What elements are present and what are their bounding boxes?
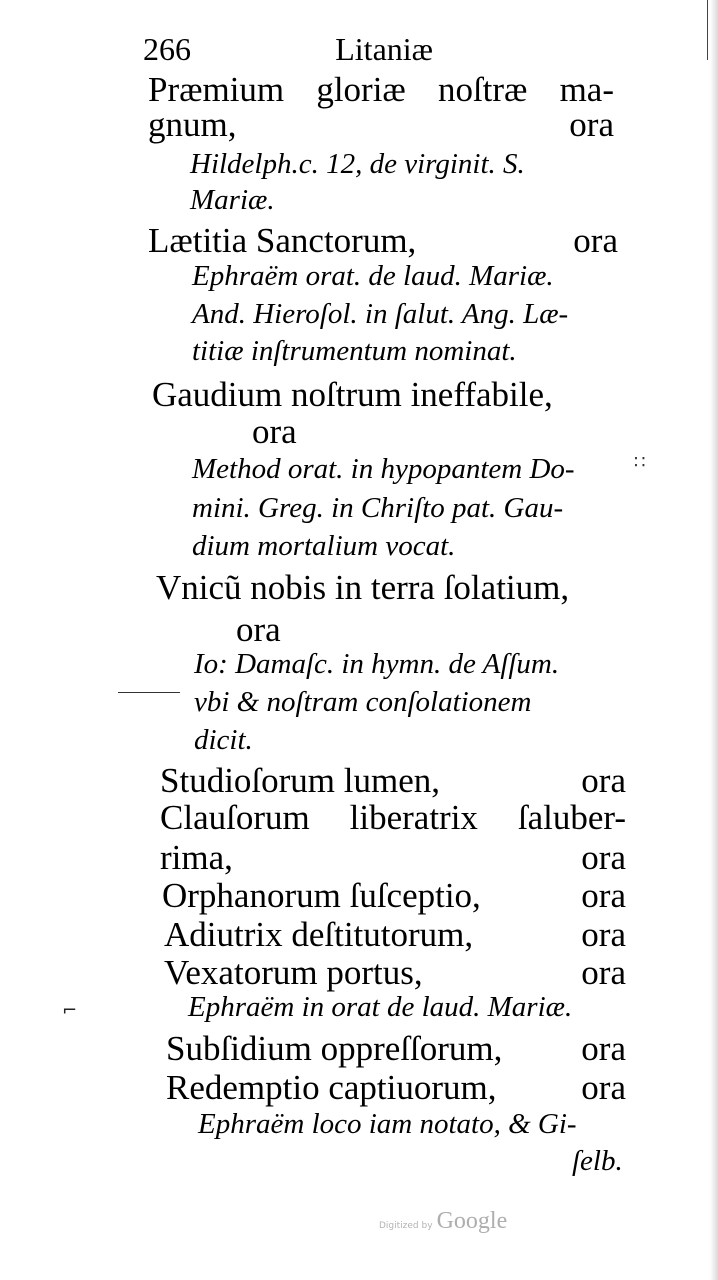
litany-response: ora bbox=[569, 105, 614, 144]
citation-text: dicit. bbox=[194, 724, 253, 756]
litany-response: ora bbox=[236, 610, 281, 649]
citation-line bbox=[192, 337, 517, 366]
citation-line bbox=[192, 455, 575, 484]
litany-line bbox=[166, 1031, 626, 1066]
litany-text: Lætitia Sanctorum, bbox=[148, 221, 417, 260]
litany-line bbox=[156, 570, 569, 605]
litany-line bbox=[160, 763, 626, 798]
citation-text: ſelb. bbox=[572, 1145, 623, 1177]
litany-response: ora bbox=[581, 761, 626, 800]
litany-text: rima, bbox=[160, 838, 233, 877]
litany-text: Clauſorum liberatrix ſaluber- bbox=[160, 798, 626, 837]
litany-text: Subſidium oppreſſorum, bbox=[166, 1029, 503, 1068]
citation-line bbox=[194, 688, 532, 717]
citation-text: titiæ inſtrumentum nominat. bbox=[192, 335, 517, 367]
litany-response-line bbox=[236, 612, 281, 647]
litany-line bbox=[160, 800, 626, 835]
litany-response: ora bbox=[581, 876, 626, 915]
citation-text: And. Hieroſol. in ſalut. Ang. Læ- bbox=[192, 298, 569, 330]
page-edge-line bbox=[707, 0, 708, 60]
citation-line bbox=[194, 650, 559, 679]
citation-text: Io: Damaſc. in hymn. de Aſſum. bbox=[194, 648, 560, 680]
scan-artifact-mark: ⌐ bbox=[62, 1000, 78, 1021]
citation-line bbox=[572, 1147, 623, 1176]
litany-line bbox=[148, 223, 618, 258]
citation-text: dium mortalium vocat. bbox=[192, 530, 456, 562]
litany-text: Orphanorum ſuſceptio, bbox=[162, 876, 481, 915]
litany-response: ora bbox=[581, 1029, 626, 1068]
citation-line bbox=[192, 532, 455, 561]
citation-text: Ephraëm loco iam notato, & Gi- bbox=[198, 1108, 577, 1140]
citation-line bbox=[198, 1110, 577, 1139]
citation-line bbox=[190, 186, 275, 215]
running-header bbox=[143, 33, 433, 65]
litany-response: ora bbox=[573, 221, 618, 260]
litany-text: Adiutrix deſtitutorum, bbox=[164, 915, 474, 954]
citation-line bbox=[192, 300, 568, 329]
litany-response: ora bbox=[252, 412, 297, 451]
litany-response: ora bbox=[581, 953, 626, 992]
litany-line bbox=[160, 840, 626, 875]
litany-response: ora bbox=[581, 1068, 626, 1107]
litany-line bbox=[148, 107, 614, 142]
citation-line bbox=[188, 993, 572, 1022]
page-number: 266 bbox=[143, 31, 191, 67]
citation-line bbox=[190, 150, 525, 179]
litany-line bbox=[152, 377, 553, 412]
page-edge-shadow bbox=[710, 0, 718, 1280]
litany-line bbox=[164, 955, 626, 990]
litany-text: Vexatorum portus, bbox=[164, 953, 423, 992]
citation-text: vbi & noſtram conſolationem bbox=[194, 686, 532, 718]
citation-text: Method orat. in hypopantem Do- bbox=[192, 453, 575, 485]
litany-response: ora bbox=[581, 838, 626, 877]
citation-line bbox=[194, 726, 253, 755]
running-title: Litaniæ bbox=[335, 31, 433, 67]
citation-line bbox=[192, 262, 554, 291]
litany-line bbox=[162, 878, 626, 913]
citation-text: Hildelph.c. 12, de virginit. S. bbox=[190, 148, 525, 180]
litany-line bbox=[166, 1070, 626, 1105]
citation-text: Ephraëm orat. de laud. Mariæ. bbox=[192, 260, 554, 292]
citation-line bbox=[192, 494, 563, 523]
scan-artifact-dots: ∷ bbox=[634, 452, 646, 473]
litany-response-line bbox=[252, 414, 297, 449]
litany-text: Studioſorum lumen, bbox=[160, 761, 440, 800]
litany-response: ora bbox=[581, 915, 626, 954]
litany-line bbox=[164, 917, 626, 952]
litany-text: Redemptio captiuorum, bbox=[166, 1068, 497, 1107]
litany-text: Vnicũ nobis in terra ſolatium, bbox=[156, 568, 570, 607]
litany-text: Præmium gloriæ noſtræ ma- bbox=[148, 70, 614, 109]
digitized-watermark bbox=[379, 1208, 507, 1235]
citation-text: Ephraëm in orat de laud. Mariæ. bbox=[188, 991, 573, 1023]
litany-line bbox=[148, 72, 614, 107]
citation-text: mini. Greg. in Chriſto pat. Gau- bbox=[192, 492, 564, 524]
litany-text: gnum, bbox=[148, 105, 237, 144]
google-logo: Google bbox=[436, 1208, 508, 1234]
watermark-prefix: Digitized by bbox=[379, 1221, 433, 1231]
scan-artifact-dash bbox=[118, 692, 180, 693]
litany-text: Gaudium noſtrum ineffabile, bbox=[152, 375, 553, 414]
citation-text: Mariæ. bbox=[190, 184, 275, 216]
